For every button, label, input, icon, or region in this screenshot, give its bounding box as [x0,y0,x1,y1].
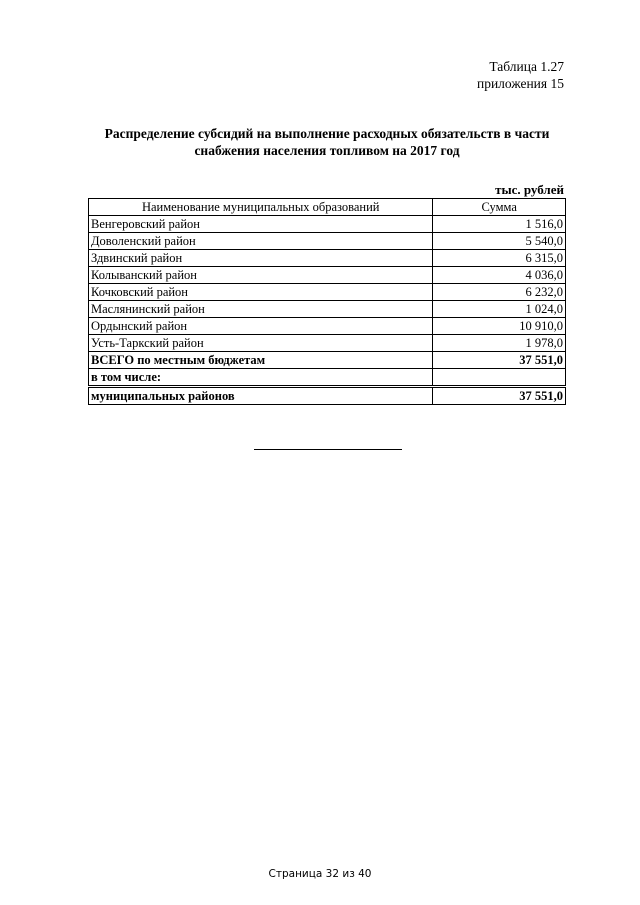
row-name: Доволенский район [89,233,433,250]
total-row [89,352,566,369]
row-name: Венгеровский район [89,216,433,233]
unit-label: тыс. рублей [495,182,564,197]
title-line-2: снабжения населения топливом на 2017 год [194,143,460,158]
document-title [88,125,566,159]
row-sum: 5 540,0 [433,233,566,250]
total-name: ВСЕГО по местным бюджетам [89,352,433,369]
header-sum: Сумма [433,199,566,216]
row-sum: 1 978,0 [433,335,566,352]
including-row [89,369,566,387]
row-sum: 1 516,0 [433,216,566,233]
row-sum: 1 024,0 [433,301,566,318]
table-number: Таблица 1.27 [489,59,564,74]
including-label: в том числе: [89,369,433,387]
row-name: Ордынский район [89,318,433,335]
row-sum: 10 910,0 [433,318,566,335]
including-sum [433,369,566,387]
row-name: Кочковский район [89,284,433,301]
municipal-sum: 37 551,0 [433,387,566,405]
row-name: Здвинский район [89,250,433,267]
row-name: Усть-Таркский район [89,335,433,352]
page-footer: Страница 32 из 40 [268,868,372,880]
table-row [89,216,566,233]
row-name: Колыванский район [89,267,433,284]
header-name: Наименование муниципальных образований [89,199,433,216]
total-sum: 37 551,0 [433,352,566,369]
table-row [89,250,566,267]
table-row [89,233,566,250]
table-header-row [89,199,566,216]
table-reference [477,58,564,92]
row-name: Маслянинский район [89,301,433,318]
row-sum: 6 315,0 [433,250,566,267]
row-sum: 6 232,0 [433,284,566,301]
table-row [89,318,566,335]
title-line-1: Распределение субсидий на выполнение расходных обязательств в части [104,126,550,141]
subsidies-table [88,198,566,405]
table-row [89,284,566,301]
table-row [89,335,566,352]
table-row [89,267,566,284]
municipal-name: муниципальных районов [89,387,433,405]
table-row [89,301,566,318]
municipal-row [89,387,566,405]
appendix-label: приложения 15 [476,76,564,91]
divider-line [254,449,402,450]
row-sum: 4 036,0 [433,267,566,284]
